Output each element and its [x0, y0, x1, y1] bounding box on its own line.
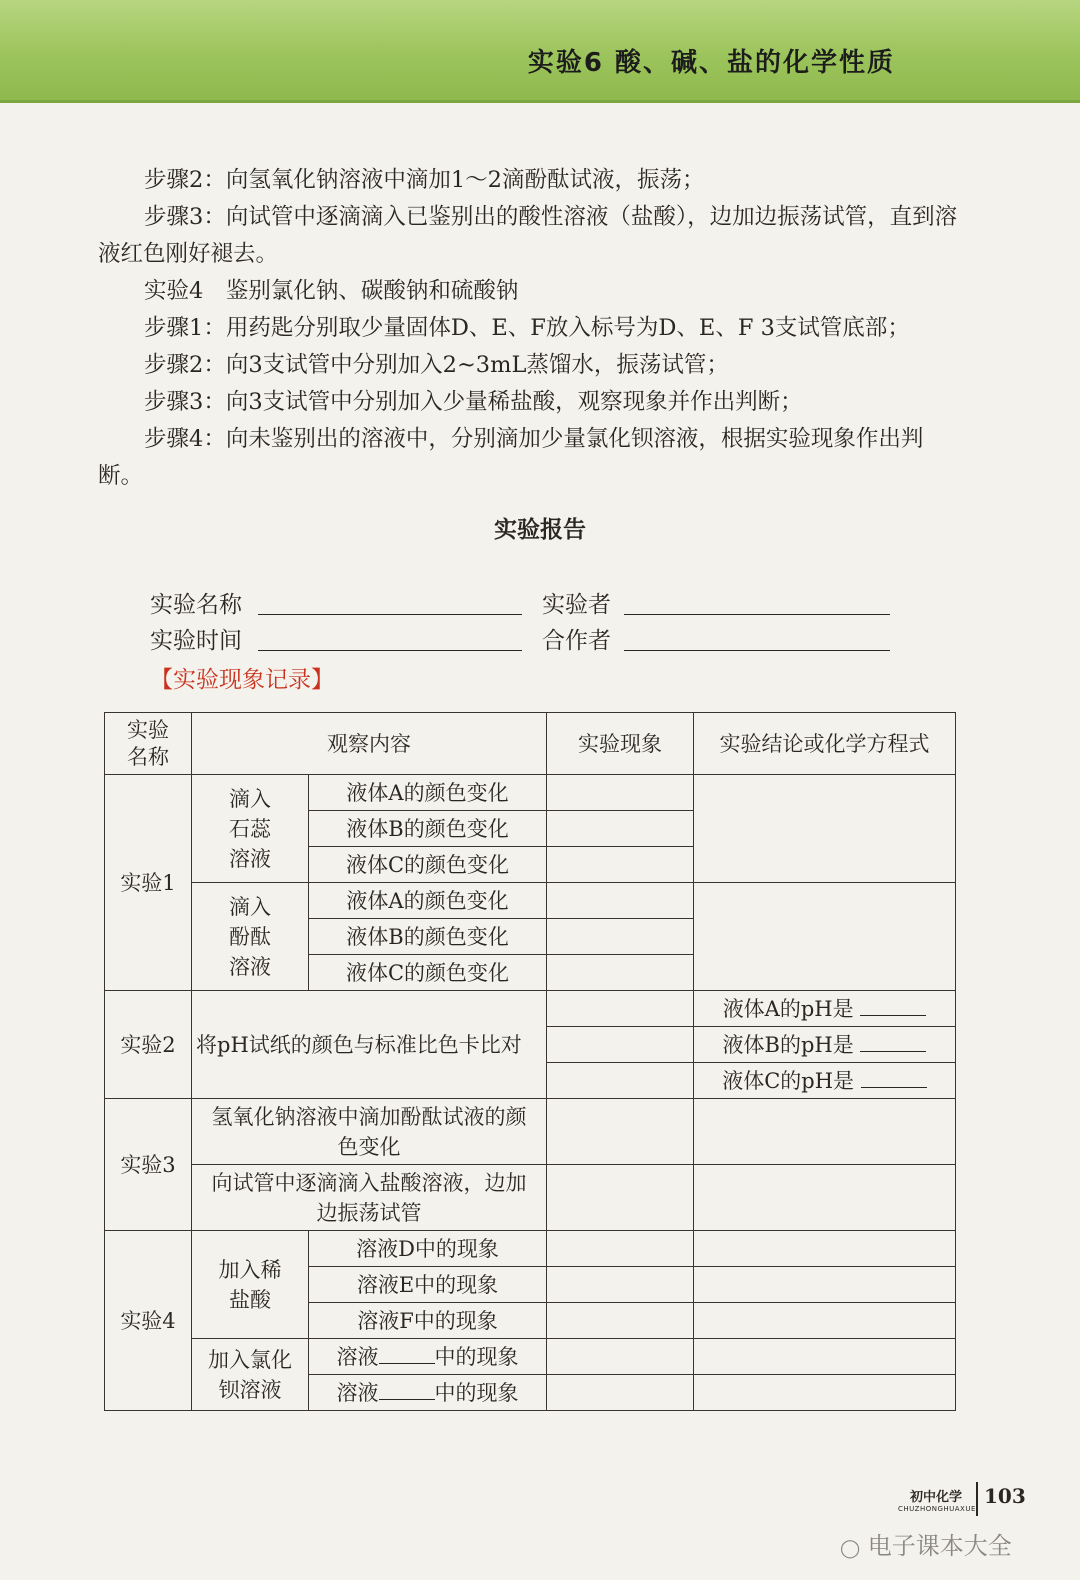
- page-number: 103: [984, 1484, 1026, 1508]
- experiment-name-label: 实验名称: [150, 592, 242, 618]
- observation-cell: 溶液 中的现象: [309, 1339, 547, 1375]
- exp1-group-litmus: 滴入石蕊溶液: [192, 775, 309, 883]
- experimenter-blank[interactable]: [624, 614, 890, 615]
- phenomenon-cell[interactable]: [547, 1231, 694, 1267]
- course-pinyin: CHUZHONGHUAXUE: [898, 1505, 976, 1513]
- phenomenon-cell[interactable]: [547, 1027, 694, 1063]
- table-row: [105, 1165, 956, 1231]
- experiment-time-blank[interactable]: [258, 650, 522, 651]
- paragraph: 步骤3：向3支试管中分别加入少量稀盐酸，观察现象并作出判断；: [144, 389, 803, 415]
- phenomenon-cell[interactable]: [547, 1375, 694, 1411]
- conclusion-cell[interactable]: [694, 775, 956, 883]
- solution-blank[interactable]: [379, 1345, 435, 1364]
- exp1-group-phenolphthalein: 滴入酚酞溶液: [192, 883, 309, 991]
- phenomenon-cell[interactable]: [547, 1303, 694, 1339]
- ph-blank[interactable]: [860, 997, 926, 1016]
- procedure-text: [98, 162, 960, 495]
- table-header-row: [105, 713, 956, 775]
- paragraph: 实验4 鉴别氯化钠、碳酸钠和硫酸钠: [144, 278, 519, 304]
- ph-result-cell: 液体A的pH是: [694, 991, 956, 1027]
- paragraph: 步骤3：向试管中逐滴滴入已鉴别出的酸性溶液（盐酸），边加边振荡试管，直到溶液红色刚好褪去。: [98, 204, 958, 267]
- exp3-name-cell: 实验3: [105, 1099, 192, 1231]
- table-row: [105, 1231, 956, 1267]
- experiment-name-field: [150, 586, 242, 619]
- exp4-group-bacl2: 加入氯化钡溶液: [192, 1339, 309, 1411]
- observation-cell: 液体A的颜色变化: [309, 883, 547, 919]
- phenomenon-cell[interactable]: [547, 1165, 694, 1231]
- conclusion-cell[interactable]: [694, 1303, 956, 1339]
- experiment-name-blank[interactable]: [258, 614, 522, 615]
- observation-cell: 液体A的颜色变化: [309, 775, 547, 811]
- ph-blank[interactable]: [860, 1033, 926, 1052]
- wechat-icon: ◯: [840, 1538, 861, 1559]
- partner-label: 合作者: [542, 628, 611, 654]
- chapter-title: 实验6 酸、碱、盐的化学性质: [527, 48, 895, 78]
- solution-blank[interactable]: [379, 1381, 435, 1400]
- partner-field: [542, 622, 611, 655]
- phenomenon-cell[interactable]: [547, 1099, 694, 1165]
- exp2-observation-cell: 将pH试纸的颜色与标准比色卡比对: [192, 991, 547, 1099]
- table-row: [105, 1099, 956, 1165]
- table-row: [105, 883, 956, 919]
- report-title: 实验报告: [494, 517, 586, 543]
- table-row: [105, 991, 956, 1027]
- header-conclusion: 实验结论或化学方程式: [694, 713, 956, 775]
- phenomenon-cell[interactable]: [547, 919, 694, 955]
- conclusion-cell[interactable]: [694, 1231, 956, 1267]
- observation-cell: 液体C的颜色变化: [309, 955, 547, 991]
- record-section-label: 【实验现象记录】: [150, 667, 334, 693]
- phenomenon-cell[interactable]: [547, 1267, 694, 1303]
- exp2-name-cell: 实验2: [105, 991, 192, 1099]
- experimenter-field: [542, 586, 611, 619]
- paragraph: 步骤2：向氢氧化钠溶液中滴加1～2滴酚酞试液，振荡；: [144, 167, 705, 193]
- phenomenon-cell[interactable]: [547, 847, 694, 883]
- conclusion-cell[interactable]: [694, 1375, 956, 1411]
- phenomenon-cell[interactable]: [547, 883, 694, 919]
- observation-cell: 液体C的颜色变化: [309, 847, 547, 883]
- observation-cell: 溶液F中的现象: [309, 1303, 547, 1339]
- phenomenon-cell[interactable]: [547, 991, 694, 1027]
- watermark: ◯ 电子课本大全: [840, 1532, 1012, 1560]
- phenomenon-cell[interactable]: [547, 775, 694, 811]
- observation-table: [104, 712, 956, 1411]
- header-experiment-name: 实验名称: [105, 713, 192, 775]
- table-row: [105, 775, 956, 811]
- experiment-time-field: [150, 622, 242, 655]
- ph-result-cell: 液体B的pH是: [694, 1027, 956, 1063]
- exp4-name-cell: 实验4: [105, 1231, 192, 1411]
- conclusion-cell[interactable]: [694, 1267, 956, 1303]
- footer-divider: [976, 1482, 978, 1516]
- conclusion-cell[interactable]: [694, 1165, 956, 1231]
- exp4-group-hcl: 加入稀盐酸: [192, 1231, 309, 1339]
- header-phenomenon: 实验现象: [547, 713, 694, 775]
- observation-cell: 溶液D中的现象: [309, 1231, 547, 1267]
- table-row: [105, 1339, 956, 1375]
- ph-result-cell: 液体C的pH是: [694, 1063, 956, 1099]
- observation-cell: 液体B的颜色变化: [309, 811, 547, 847]
- phenomenon-cell[interactable]: [547, 811, 694, 847]
- paragraph: 步骤1：用药匙分别取少量固体D、E、F放入标号为D、E、F 3支试管底部；: [144, 315, 910, 341]
- observation-cell: 溶液E中的现象: [309, 1267, 547, 1303]
- header-observation: 观察内容: [192, 713, 547, 775]
- observation-cell: 液体B的颜色变化: [309, 919, 547, 955]
- experimenter-label: 实验者: [542, 592, 611, 618]
- partner-blank[interactable]: [624, 650, 890, 651]
- phenomenon-cell[interactable]: [547, 1063, 694, 1099]
- paragraph: 步骤4：向未鉴别出的溶液中，分别滴加少量氯化钡溶液，根据实验现象作出判断。: [98, 426, 924, 489]
- ph-blank[interactable]: [861, 1069, 927, 1088]
- exp1-name-cell: 实验1: [105, 775, 192, 991]
- conclusion-cell[interactable]: [694, 1099, 956, 1165]
- observation-cell: 溶液 中的现象: [309, 1375, 547, 1411]
- course-name: 初中化学: [910, 1490, 963, 1505]
- conclusion-cell[interactable]: [694, 883, 956, 991]
- phenomenon-cell[interactable]: [547, 1339, 694, 1375]
- conclusion-cell[interactable]: [694, 1339, 956, 1375]
- experiment-time-label: 实验时间: [150, 628, 242, 654]
- phenomenon-cell[interactable]: [547, 955, 694, 991]
- observation-cell: 向试管中逐滴滴入盐酸溶液，边加边振荡试管: [192, 1165, 547, 1231]
- chapter-header-band: [0, 0, 1080, 103]
- observation-cell: 氢氧化钠溶液中滴加酚酞试液的颜色变化: [192, 1099, 547, 1165]
- paragraph: 步骤2：向3支试管中分别加入2~3mL蒸馏水，振荡试管；: [144, 352, 729, 378]
